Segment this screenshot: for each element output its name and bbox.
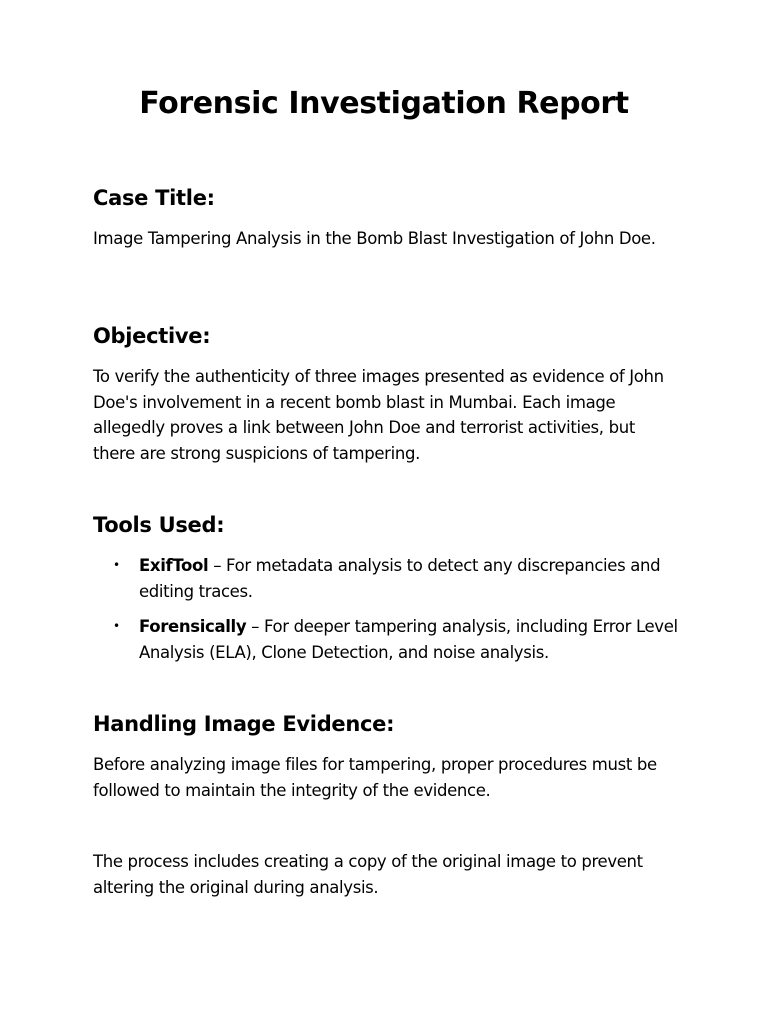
case-title-body: Image Tampering Analysis in the Bomb Blast Investigation of John Doe.: [93, 229, 656, 248]
tools-used-heading: Tools Used:: [93, 513, 225, 537]
handling-paragraph-1: Before analyzing image files for tampering, proper procedures must be followed to maintain the integrity of the evidence.: [93, 755, 657, 800]
objective-body: To verify the authenticity of three images presented as evidence of John Doe's involvement in a recent bomb blast in Mumbai. Each image allegedly proves a link between John Doe and terrorist activities, but there are strong suspicions of tampering.: [93, 367, 664, 463]
list-item: [93, 614, 678, 665]
objective-heading: Objective:: [93, 324, 211, 348]
bullet-icon: •: [113, 558, 120, 572]
tool-description: – For deeper tampering analysis, including Error Level Analysis (ELA), Clone Detection, and noise analysis.: [139, 617, 678, 662]
tool-description: – For metadata analysis to detect any discrepancies and editing traces.: [139, 556, 661, 601]
handling-paragraph-2: The process includes creating a copy of the original image to prevent altering the original during analysis.: [93, 852, 643, 897]
tools-list: [93, 553, 678, 675]
tool-name: ExifTool: [139, 556, 209, 575]
tool-name: Forensically: [139, 617, 247, 636]
list-item: [93, 553, 678, 604]
bullet-icon: •: [113, 619, 120, 633]
case-title-heading: Case Title:: [93, 186, 215, 210]
handling-heading: Handling Image Evidence:: [93, 712, 395, 736]
document-page: [93, 0, 678, 1024]
report-title: Forensic Investigation Report: [139, 86, 629, 121]
